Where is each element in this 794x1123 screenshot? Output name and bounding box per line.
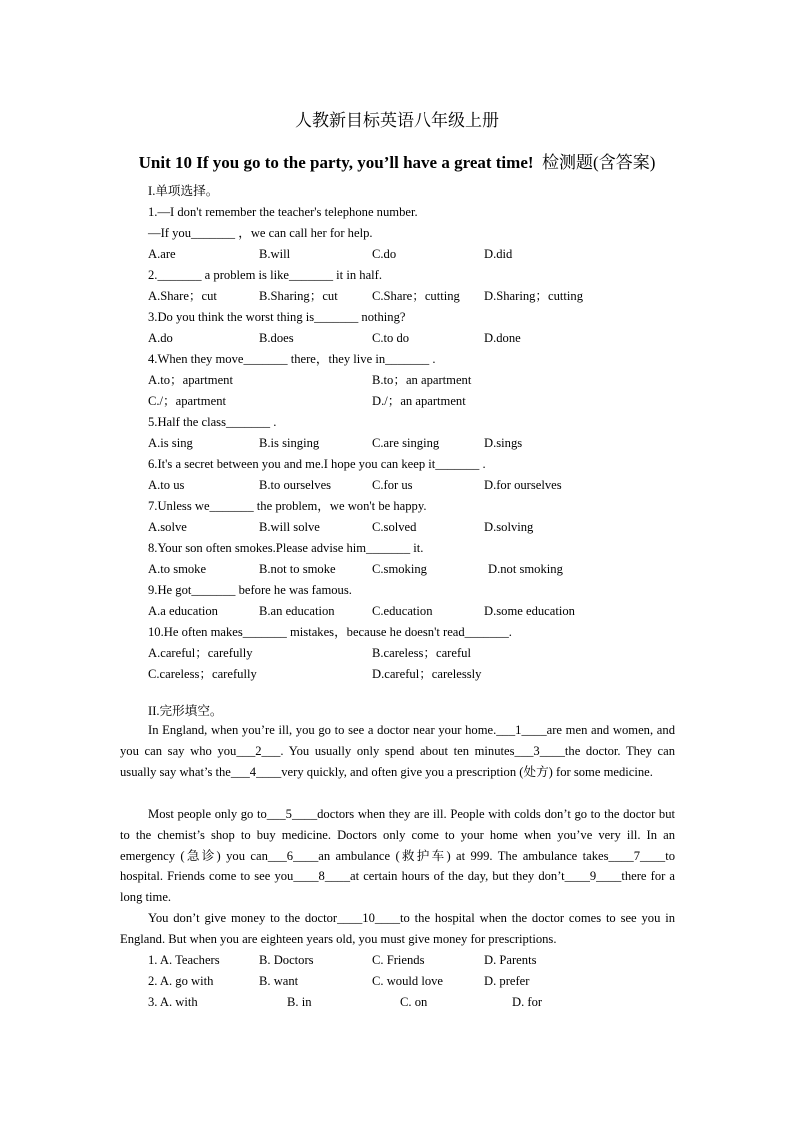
answer-option: B.will solve [259,520,320,534]
question-text: 8.Your son often smokes.Please advise him_______ it. [148,541,424,555]
cloze-paragraph [120,908,675,950]
answer-option: 1. A. Teachers [148,953,220,967]
document-title: 人教新目标英语八年级上册 [295,111,499,130]
answer-option: B.is singing [259,436,320,450]
answer-option: B.does [259,331,294,345]
answer-option: B.Sharing；cut [259,289,338,303]
question-text: 6.It's a secret between you and me.I hope you can keep it_______ . [148,457,486,471]
question-text: 3.Do you think the worst thing is_______ nothing? [148,310,406,324]
subtitle-chinese: 检测题(含答案) [542,153,656,172]
answer-option: A.Share；cut [148,289,217,303]
answer-option: C.to do [372,331,410,345]
document-subtitle [0,148,794,173]
answer-option: C.education [372,604,433,618]
question-text: 5.Half the class_______ . [148,415,277,429]
answer-option: C. Friends [372,953,425,967]
answer-option: A.to smoke [148,562,207,576]
answer-option: B. Doctors [259,953,314,967]
answer-option: D.Sharing；cutting [484,289,583,303]
paragraph-text: Most people only go to___5____doctors when they are ill. People with colds don’t go to the doctor but to the chemist’s shop to buy medicine. Doctors only come to your home when you’ve very ill. In an emergency (急诊) you can___6____an ambulance (救护车) at 999. The ambulance takes____7____to hospital. Friends come to see you____8____at certain hours of the day, but they don’t____9____there for a long time. [120,807,675,905]
answer-option: C./；apartment [148,394,226,408]
answer-option: A.do [148,331,173,345]
answer-option: A.are [148,247,176,261]
question-text: 2._______ a problem is like_______ it in half. [148,268,383,282]
answer-option: D.not smoking [488,562,563,576]
paragraph-text: In England, when you’re ill, you go to see a doctor near your home.___1____are men and women, and you can say who you___2___. You usually only spend about ten minutes___3____the doctor. They can usually say what’s the___4____very quickly, and often give you a prescription (处方) for some medicine. [120,723,675,779]
answer-option: B.careless；careful [372,646,471,660]
answer-option: D.for ourselves [484,478,562,492]
answer-option: A.careful；carefully [148,646,253,660]
answer-option: C.for us [372,478,413,492]
answer-option: D.careful；carelessly [372,667,482,681]
answer-option: A.to us [148,478,185,492]
answer-option: D.done [484,331,521,345]
answer-option: B.not to smoke [259,562,336,576]
section-heading: II.完形填空。 [148,704,223,718]
question-text: 1.—I don't remember the teacher's telephone number. [148,205,418,219]
answer-option: B.an education [259,604,335,618]
answer-option: C.solved [372,520,417,534]
answer-option: C.smoking [372,562,427,576]
question-text: 9.He got_______ before he was famous. [148,583,352,597]
answer-option: C.careless；carefully [148,667,257,681]
answer-option: B. in [287,995,312,1009]
answer-option: A.solve [148,520,187,534]
answer-option: B.to；an apartment [372,373,472,387]
question-text: 7.Unless we_______ the problem，we won't be happy. [148,499,427,513]
answer-option: A.is sing [148,436,193,450]
paragraph-text: You don’t give money to the doctor____10____to the hospital when the doctor comes to see you in England. But when you are eighteen years old, you must give money for prescriptions. [120,911,675,946]
cloze-paragraph [120,804,675,908]
cloze-paragraph [120,720,675,782]
answer-option: 3. A. with [148,995,198,1009]
answer-option: B.will [259,247,291,261]
answer-option: A.to；apartment [148,373,233,387]
answer-option: B.to ourselves [259,478,332,492]
question-text: —If you_______ ，we can call her for help. [148,226,373,240]
subtitle-english: Unit 10 If you go to the party, you’ll have a great time! [138,153,534,172]
answer-option: C.are singing [372,436,440,450]
answer-option: D.some education [484,604,575,618]
answer-option: A.a education [148,604,218,618]
answer-option: C.Share；cutting [372,289,460,303]
answer-option: D.solving [484,520,534,534]
question-text: 4.When they move_______ there，they live in_______ . [148,352,436,366]
answer-option: D./；an apartment [372,394,466,408]
question-text: 10.He often makes_______ mistakes，because he doesn't read_______. [148,625,512,639]
answer-option: D.did [484,247,513,261]
answer-option: D. Parents [484,953,537,967]
answer-option: C. on [400,995,428,1009]
answer-option: C.do [372,247,397,261]
answer-option: D. prefer [484,974,530,988]
section-heading: I.单项选择。 [148,184,219,198]
answer-option: 2. A. go with [148,974,214,988]
answer-option: D.sings [484,436,523,450]
answer-option: D. for [512,995,543,1009]
answer-option: C. would love [372,974,444,988]
answer-option: B. want [259,974,299,988]
